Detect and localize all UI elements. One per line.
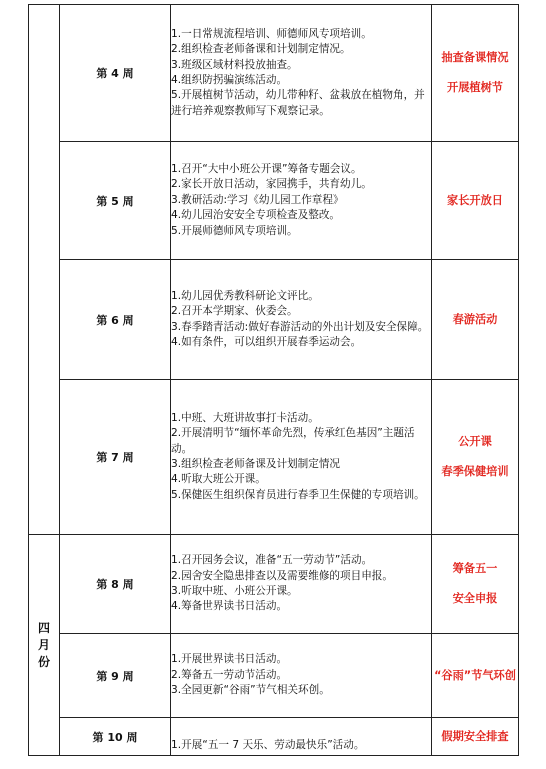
task-item: 2.筹备五一劳动节活动。 (171, 668, 288, 681)
task-item: 2.组织检查老师备课和计划制定情况。 (171, 43, 351, 56)
week-label: 第 9 周 (60, 634, 171, 718)
month-cell (29, 5, 60, 535)
table-row (29, 634, 519, 718)
task-list (171, 634, 432, 718)
task-item: 1.中班、大班讲故事打卡活动。 (171, 411, 319, 424)
week-label: 第 4 周 (60, 5, 171, 142)
focus-item: 开展植树节 (447, 81, 503, 94)
focus-item: 筹备五一 (452, 562, 498, 575)
task-item: 2.家长开放日活动，家园携手，共育幼儿。 (171, 178, 372, 191)
task-item: 4.听取大班公开课。 (171, 473, 266, 486)
focus-item: 公开课 (458, 435, 492, 448)
focus-item: 家长开放日 (447, 193, 503, 207)
weekly-plan-table (28, 4, 519, 756)
task-item: 3.全园更新“谷雨”节气相关环创。 (171, 684, 330, 697)
task-item: 4.组织防拐骗演练活动。 (171, 74, 288, 86)
focus-item: 抽查备课情况 (441, 51, 509, 64)
task-list (171, 260, 432, 380)
task-item: 4.如有条件，可以组织开展春季运动会。 (171, 335, 362, 348)
task-item: 4.筹备世界读书日活动。 (171, 600, 288, 613)
task-item: 1.开展世界读书日活动。 (171, 653, 288, 666)
task-item: 3.春季踏青活动:做好春游活动的外出计划及安全保障。 (171, 320, 429, 333)
table-row (29, 5, 519, 142)
task-item: 2.园舍安全隐患排查以及需要维修的项目申报。 (171, 569, 393, 582)
focus-item: “谷雨”节气环创 (434, 669, 516, 682)
task-list (171, 142, 432, 260)
task-item: 4.幼儿园治安安全专项检查及整改。 (171, 209, 341, 222)
week-label: 第 8 周 (60, 535, 171, 634)
task-item: 1.开展“五一 7 天乐、劳动最快乐”活动。 (171, 738, 365, 751)
week-label: 第 7 周 (60, 380, 171, 535)
table-row (29, 260, 519, 380)
task-list (171, 380, 432, 535)
task-item: 1.幼儿园优秀教科研论文评比。 (171, 289, 319, 302)
focus-item: 春游活动 (452, 312, 498, 326)
focus-item: 春季保健培训 (441, 465, 509, 478)
month-label: 四月份 (37, 620, 50, 669)
focus-cell (432, 5, 519, 142)
task-list (171, 535, 432, 634)
task-item: 3.班级区域材料投放抽查。 (171, 58, 298, 71)
task-item: 3.听取中班、小班公开课。 (171, 585, 298, 597)
task-list (171, 5, 432, 142)
task-item: 5.开展植树节活动，幼儿带种籽、盆栽放在植物角，并进行培养观察教师写下观察记录。 (171, 89, 425, 117)
task-item: 3.教研活动:学习《幼儿园工作章程》 (171, 193, 344, 206)
task-item: 5.开展师德师风专项培训。 (171, 224, 298, 237)
table-row (29, 718, 519, 756)
task-item: 2.开展清明节“缅怀革命先烈，传承红色基因”主题活动。 (171, 427, 415, 455)
focus-item: 假期安全排查 (441, 729, 509, 743)
focus-cell (432, 634, 519, 718)
week-label: 第 10 周 (60, 718, 171, 756)
task-item: 1.召开“大中小班公开课”筹备专题会议。 (171, 162, 362, 175)
focus-cell (432, 142, 519, 260)
focus-cell (432, 535, 519, 634)
task-item: 5.保健医生组织保育员进行春季卫生保健的专项培训。 (171, 488, 425, 501)
focus-cell (432, 380, 519, 535)
week-label: 第 5 周 (60, 142, 171, 260)
week-label: 第 6 周 (60, 260, 171, 380)
task-item: 3.组织检查老师备课及计划制定情况 (171, 458, 341, 470)
task-item: 1.一日常规流程培训、师德师风专项培训。 (171, 27, 372, 40)
table-row (29, 380, 519, 535)
focus-item: 安全申报 (452, 592, 498, 605)
focus-cell (432, 718, 519, 756)
task-item: 2.召开本学期家、伙委会。 (171, 305, 298, 318)
table-row (29, 142, 519, 260)
task-list (171, 718, 432, 756)
month-cell-april (29, 535, 60, 756)
task-item: 1.召开园务会议，准备“五一劳动节”活动。 (171, 554, 373, 567)
table-row (29, 535, 519, 634)
focus-cell (432, 260, 519, 380)
